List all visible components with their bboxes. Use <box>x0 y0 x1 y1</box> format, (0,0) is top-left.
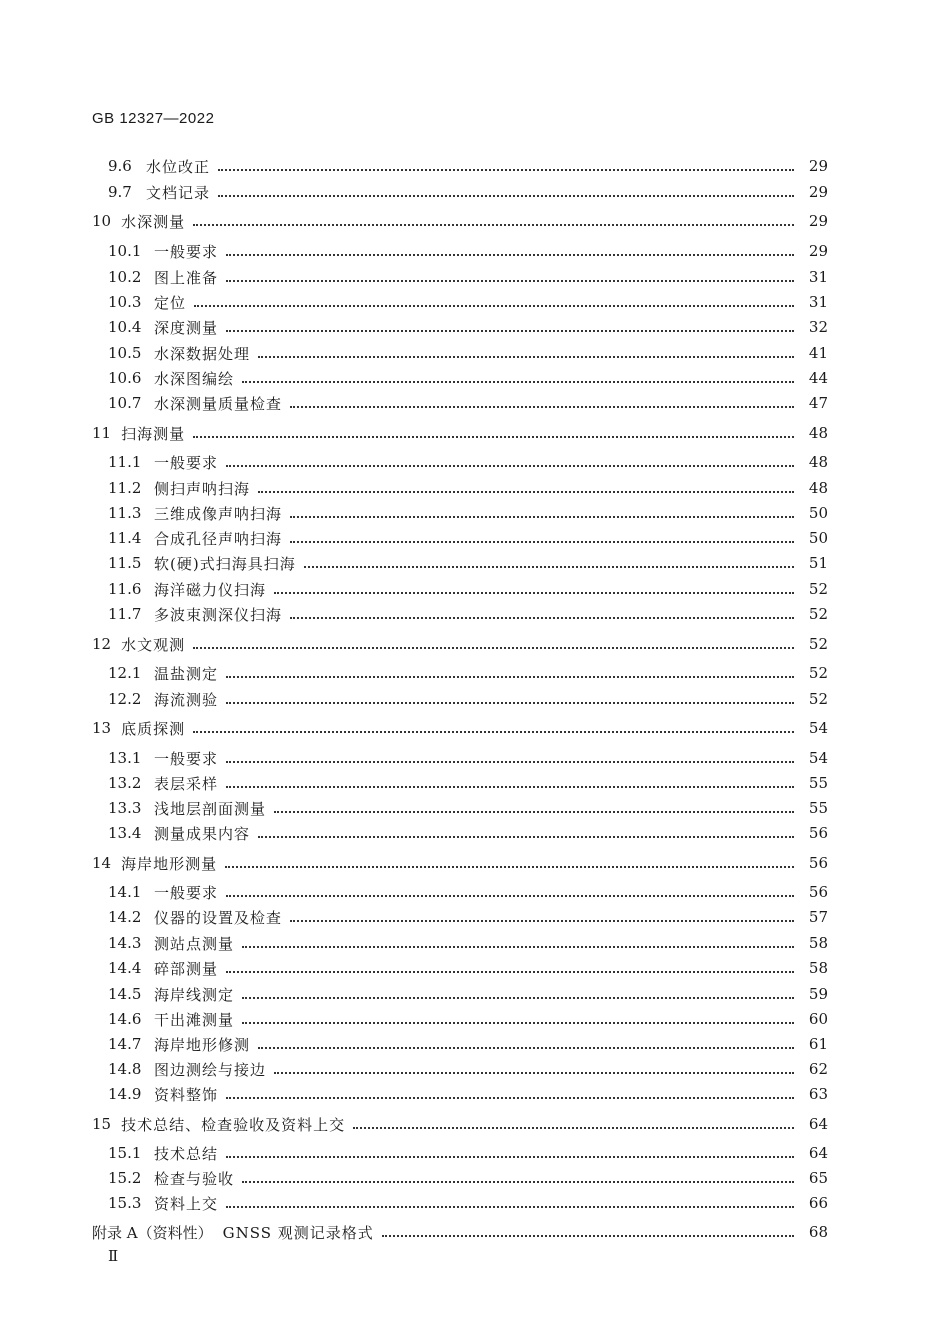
toc-entry-number: 14.3 <box>108 934 142 952</box>
toc-chapter-entry[interactable] <box>0 633 950 655</box>
toc-leader-dots <box>274 591 794 594</box>
toc-section-entry[interactable] <box>0 1192 950 1214</box>
toc-entry-title: GNSS 观测记录格式 <box>222 1223 374 1242</box>
toc-entry-title: 扫海测量 <box>121 424 186 443</box>
toc-section-entry[interactable] <box>0 1008 950 1030</box>
toc-section-entry[interactable] <box>0 155 950 177</box>
toc-entry-title: 底质探测 <box>121 719 186 738</box>
toc-leader-dots <box>242 380 794 383</box>
toc-leader-dots <box>353 1126 794 1129</box>
toc-entry-title: 一般要求 <box>154 749 219 768</box>
toc-entry-page: 48 <box>808 479 828 497</box>
toc-entry-number: 10.5 <box>108 344 142 362</box>
toc-section-entry[interactable] <box>0 906 950 928</box>
toc-section-entry[interactable] <box>0 527 950 549</box>
toc-leader-dots <box>226 1155 794 1158</box>
toc-section-entry[interactable] <box>0 983 950 1005</box>
toc-entry-page: 63 <box>808 1085 828 1103</box>
toc-section-entry[interactable] <box>0 291 950 313</box>
toc-entry-page: 56 <box>808 883 828 901</box>
standard-code-header: GB 12327—2022 <box>92 110 215 127</box>
toc-leader-dots <box>258 490 794 493</box>
toc-entry-number: 11.4 <box>108 529 142 547</box>
toc-entry-page: 29 <box>808 212 828 230</box>
toc-entry-number: 14.9 <box>108 1085 142 1103</box>
toc-entry-number: 12.2 <box>108 690 142 708</box>
toc-entry-page: 62 <box>808 1060 828 1078</box>
toc-section-entry[interactable] <box>0 603 950 625</box>
toc-entry-page: 55 <box>808 774 828 792</box>
toc-entry-title: 海岸地形修测 <box>154 1035 251 1054</box>
toc-entry-number: 13.4 <box>108 824 142 842</box>
toc-entry-title: 仪器的设置及检查 <box>154 908 283 927</box>
toc-section-entry[interactable] <box>0 240 950 262</box>
toc-section-entry[interactable] <box>0 1083 950 1105</box>
toc-entry-number: 10 <box>92 212 112 230</box>
toc-entry-page: 41 <box>808 344 828 362</box>
toc-entry-page: 44 <box>808 369 828 387</box>
toc-section-entry[interactable] <box>0 747 950 769</box>
toc-chapter-entry[interactable] <box>0 422 950 444</box>
toc-entry-number: 11.3 <box>108 504 142 522</box>
toc-entry-page: 31 <box>808 293 828 311</box>
toc-entry-title: 技术总结、检查验收及资料上交 <box>121 1115 346 1134</box>
toc-entry-title: 水深图编绘 <box>154 369 235 388</box>
toc-entry-number: 15.1 <box>108 1144 142 1162</box>
toc-entry-title: 海流测验 <box>154 690 219 709</box>
toc-entry-title: 软(硬)式扫海具扫海 <box>154 554 296 573</box>
toc-leader-dots <box>193 730 794 733</box>
toc-leader-dots <box>274 810 794 813</box>
toc-section-entry[interactable] <box>0 772 950 794</box>
toc-entry-title: 资料上交 <box>154 1194 219 1213</box>
toc-entry-title: 表层采样 <box>154 774 219 793</box>
toc-entry-title: 图上准备 <box>154 268 219 287</box>
toc-entry-title: 水文观测 <box>121 635 186 654</box>
toc-entry-number: 15.2 <box>108 1169 142 1187</box>
toc-leader-dots <box>226 279 794 282</box>
toc-entry-page: 31 <box>808 268 828 286</box>
toc-leader-dots <box>242 996 794 999</box>
toc-entry-page: 47 <box>808 394 828 412</box>
toc-entry-number: 9.6 <box>108 157 132 175</box>
toc-entry-page: 29 <box>808 183 828 201</box>
toc-leader-dots <box>290 919 794 922</box>
toc-leader-dots <box>193 223 794 226</box>
toc-leader-dots <box>226 1096 794 1099</box>
toc-entry-title: 水深测量 <box>121 212 186 231</box>
toc-entry-title: 水深测量质量检查 <box>154 394 283 413</box>
toc-entry-page: 66 <box>808 1194 828 1212</box>
toc-section-entry[interactable] <box>0 1033 950 1055</box>
toc-leader-dots <box>226 894 794 897</box>
toc-entry-page: 59 <box>808 985 828 1003</box>
toc-entry-number: 附录 A（资料性） <box>92 1223 213 1242</box>
toc-leader-dots <box>218 194 794 197</box>
toc-chapter-entry[interactable] <box>0 717 950 739</box>
toc-entry-number: 10.3 <box>108 293 142 311</box>
toc-section-entry[interactable] <box>0 1058 950 1080</box>
toc-leader-dots <box>226 675 794 678</box>
toc-section-entry[interactable] <box>0 502 950 524</box>
toc-entry-title: 温盐测定 <box>154 664 219 683</box>
toc-section-entry[interactable] <box>0 662 950 684</box>
toc-entry-number: 13.3 <box>108 799 142 817</box>
toc-leader-dots <box>382 1234 794 1237</box>
toc-entry-number: 9.7 <box>108 183 132 201</box>
toc-entry-title: 海洋磁力仪扫海 <box>154 580 267 599</box>
toc-leader-dots <box>226 329 794 332</box>
toc-entry-page: 29 <box>808 242 828 260</box>
toc-leader-dots <box>193 646 794 649</box>
toc-leader-dots <box>226 1205 794 1208</box>
toc-entry-title: 多波束测深仪扫海 <box>154 605 283 624</box>
page-number: Ⅱ <box>108 1247 119 1265</box>
toc-entry-page: 52 <box>808 664 828 682</box>
toc-section-entry[interactable] <box>0 881 950 903</box>
toc-entry-number: 10.1 <box>108 242 142 260</box>
toc-entry-page: 60 <box>808 1010 828 1028</box>
toc-entry-number: 13 <box>92 719 112 737</box>
toc-entry-number: 10.2 <box>108 268 142 286</box>
toc-entry-title: 一般要求 <box>154 883 219 902</box>
toc-entry-title: 水深数据处理 <box>154 344 251 363</box>
toc-leader-dots <box>218 168 794 171</box>
toc-entry-title: 测站点测量 <box>154 934 235 953</box>
toc-entry-number: 10.4 <box>108 318 142 336</box>
toc-section-entry[interactable] <box>0 477 950 499</box>
toc-entry-title: 三维成像声呐扫海 <box>154 504 283 523</box>
toc-entry-number: 14.2 <box>108 908 142 926</box>
toc-leader-dots <box>194 304 794 307</box>
toc-entry-page: 68 <box>808 1223 828 1241</box>
toc-entry-number: 14.1 <box>108 883 142 901</box>
toc-entry-title: 干出滩测量 <box>154 1010 235 1029</box>
toc-entry-title: 图边测绘与接边 <box>154 1060 267 1079</box>
toc-entry-title: 一般要求 <box>154 453 219 472</box>
toc-chapter-entry[interactable] <box>0 1113 950 1135</box>
toc-section-entry[interactable] <box>0 578 950 600</box>
toc-entry-page: 29 <box>808 157 828 175</box>
toc-entry-page: 50 <box>808 529 828 547</box>
toc-section-entry[interactable] <box>0 552 950 574</box>
toc-entry-title: 海岸线测定 <box>154 985 235 1004</box>
toc-entry-page: 51 <box>808 554 828 572</box>
toc-leader-dots <box>242 945 794 948</box>
toc-leader-dots <box>258 355 794 358</box>
toc-entry-number: 14.8 <box>108 1060 142 1078</box>
toc-entry-page: 55 <box>808 799 828 817</box>
toc-entry-number: 10.7 <box>108 394 142 412</box>
toc-entry-title: 海岸地形测量 <box>121 854 218 873</box>
toc-leader-dots <box>242 1021 794 1024</box>
toc-entry-title: 浅地层剖面测量 <box>154 799 267 818</box>
toc-entry-title: 技术总结 <box>154 1144 219 1163</box>
toc-leader-dots <box>225 865 794 868</box>
toc-section-entry[interactable] <box>0 688 950 710</box>
toc-leader-dots <box>226 701 794 704</box>
toc-entry-page: 54 <box>808 749 828 767</box>
toc-entry-title: 检查与验收 <box>154 1169 235 1188</box>
toc-entry-number: 14.7 <box>108 1035 142 1053</box>
toc-entry-page: 57 <box>808 908 828 926</box>
toc-leader-dots <box>304 565 794 568</box>
toc-section-entry[interactable] <box>0 1142 950 1164</box>
toc-entry-number: 11.2 <box>108 479 142 497</box>
toc-chapter-entry[interactable] <box>0 1221 950 1243</box>
toc-entry-number: 14.4 <box>108 959 142 977</box>
toc-entry-page: 50 <box>808 504 828 522</box>
toc-leader-dots <box>193 435 794 438</box>
toc-entry-title: 定位 <box>154 293 187 312</box>
toc-section-entry[interactable] <box>0 822 950 844</box>
toc-entry-page: 52 <box>808 635 828 653</box>
toc-leader-dots <box>242 1180 794 1183</box>
toc-leader-dots <box>226 253 794 256</box>
toc-entry-number: 13.1 <box>108 749 142 767</box>
toc-leader-dots <box>290 616 794 619</box>
toc-entry-page: 52 <box>808 690 828 708</box>
toc-entry-number: 14 <box>92 854 112 872</box>
toc-leader-dots <box>274 1071 794 1074</box>
toc-leader-dots <box>226 785 794 788</box>
toc-entry-page: 61 <box>808 1035 828 1053</box>
toc-entry-title: 碎部测量 <box>154 959 219 978</box>
toc-section-entry[interactable] <box>0 1167 950 1189</box>
toc-entry-title: 资料整饰 <box>154 1085 219 1104</box>
toc-entry-number: 12.1 <box>108 664 142 682</box>
toc-entry-number: 11.7 <box>108 605 142 623</box>
toc-entry-page: 54 <box>808 719 828 737</box>
toc-entry-title: 合成孔径声呐扫海 <box>154 529 283 548</box>
toc-entry-number: 14.5 <box>108 985 142 1003</box>
toc-entry-number: 11.5 <box>108 554 142 572</box>
toc-leader-dots <box>258 1046 794 1049</box>
toc-entry-number: 14.6 <box>108 1010 142 1028</box>
toc-leader-dots <box>258 835 794 838</box>
toc-entry-number: 10.6 <box>108 369 142 387</box>
toc-entry-page: 58 <box>808 934 828 952</box>
toc-entry-page: 48 <box>808 453 828 471</box>
toc-leader-dots <box>290 540 794 543</box>
toc-entry-title: 测量成果内容 <box>154 824 251 843</box>
toc-entry-number: 11.6 <box>108 580 142 598</box>
toc-entry-page: 48 <box>808 424 828 442</box>
toc-section-entry[interactable] <box>0 797 950 819</box>
toc-entry-title: 侧扫声呐扫海 <box>154 479 251 498</box>
toc-entry-number: 11 <box>92 424 112 442</box>
toc-chapter-entry[interactable] <box>0 210 950 232</box>
toc-entry-title: 一般要求 <box>154 242 219 261</box>
toc-entry-page: 64 <box>808 1144 828 1162</box>
toc-entry-title: 水位改正 <box>146 157 211 176</box>
toc-entry-page: 64 <box>808 1115 828 1133</box>
toc-section-entry[interactable] <box>0 451 950 473</box>
toc-leader-dots <box>226 464 794 467</box>
toc-entry-page: 58 <box>808 959 828 977</box>
toc-entry-page: 56 <box>808 854 828 872</box>
toc-section-entry[interactable] <box>0 367 950 389</box>
toc-entry-title: 文档记录 <box>146 183 211 202</box>
toc-leader-dots <box>290 515 794 518</box>
toc-entry-page: 56 <box>808 824 828 842</box>
toc-section-entry[interactable] <box>0 392 950 414</box>
toc-section-entry[interactable] <box>0 932 950 954</box>
toc-section-entry[interactable] <box>0 342 950 364</box>
toc-section-entry[interactable] <box>0 181 950 203</box>
toc-section-entry[interactable] <box>0 266 950 288</box>
toc-section-entry[interactable] <box>0 316 950 338</box>
toc-entry-number: 12 <box>92 635 112 653</box>
toc-leader-dots <box>226 970 794 973</box>
toc-entry-number: 11.1 <box>108 453 142 471</box>
toc-entry-number: 13.2 <box>108 774 142 792</box>
toc-entry-page: 65 <box>808 1169 828 1187</box>
toc-entry-page: 32 <box>808 318 828 336</box>
toc-section-entry[interactable] <box>0 957 950 979</box>
toc-leader-dots <box>226 760 794 763</box>
toc-entry-page: 52 <box>808 605 828 623</box>
toc-entry-title: 深度测量 <box>154 318 219 337</box>
toc-entry-number: 15 <box>92 1115 112 1133</box>
toc-chapter-entry[interactable] <box>0 852 950 874</box>
toc-leader-dots <box>290 405 794 408</box>
toc-entry-number: 15.3 <box>108 1194 142 1212</box>
toc-entry-page: 52 <box>808 580 828 598</box>
